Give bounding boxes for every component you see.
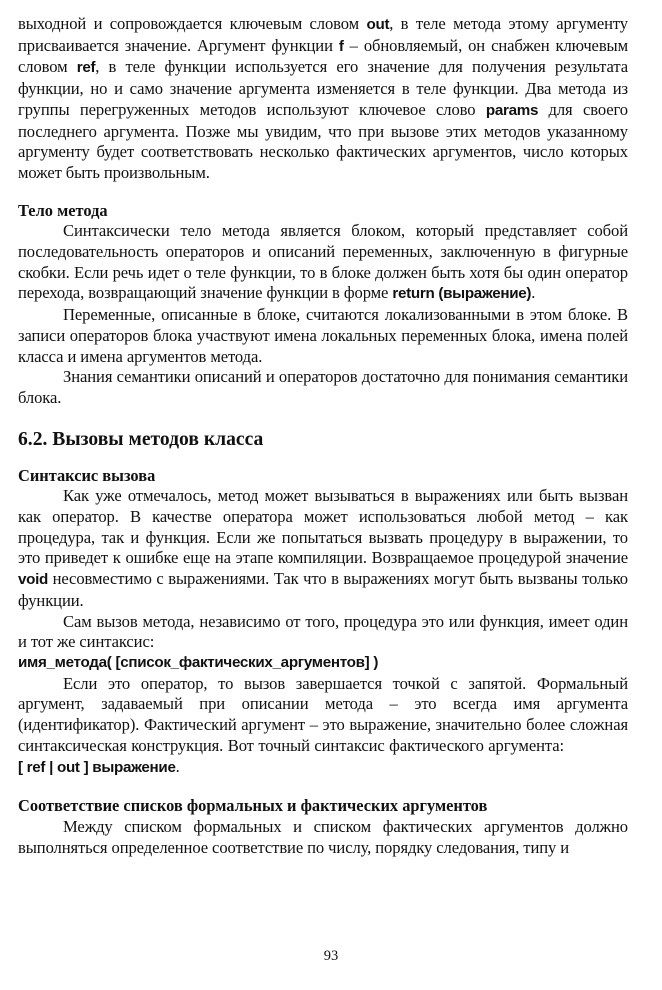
keyword-params: params [485, 101, 539, 119]
keyword-ref-out-expression: [ ref | out ] выражение [18, 758, 176, 776]
text-run: Как уже отмечалось, метод может вызываться в выражениях или быть вызван как оператор. В качестве оператора может использоваться любой метод – как процедура, так и функция. Если же попытаться вызвать процедуру в выражении, то это приведет к ошибке еще на этапе компиляции. Возвращаемое процедурой значение [18, 486, 628, 568]
syntax-line: имя_метода( [список_фактических_аргументов] ) [18, 653, 379, 671]
text-run: Синтаксически тело метода является блоком, который представляет собой последовательность операторов и описаний переменных, заключенную в фигурные скобки. Если речь идет о теле функции, то в блоке должен быть хотя бы один оператор перехода, возвращающий значение функции в форме [18, 221, 628, 303]
text-run: . [531, 283, 536, 303]
text-run: Если это оператор, то вызов завершается точкой с запятой. Формальный аргумент, задаваемый при описании метода – это всегда имя аргумента (идентификатор). Фактический аргумент – это выражение, значительно более сложная синтаксическая конструкция. Вот точный синтаксис фактического аргумента: [18, 673, 628, 755]
text-run: выходной и сопровождается ключевым словом [18, 14, 367, 33]
paragraph-call-syntax-2: Сам вызов метода, независимо от того, процедура это или функция, имеет один и тот же синтаксис: [18, 611, 628, 652]
paragraph-method-body-1 [18, 221, 628, 305]
page-number: 93 [323, 948, 339, 964]
subheading-method-body: Тело метода [18, 200, 108, 220]
keyword-void: void [18, 571, 49, 589]
keyword-out: out [366, 16, 390, 33]
paragraph-method-body-3: Знания семантики описаний и операторов достаточно для понимания семантики блока. [18, 367, 628, 407]
document-page [18, 14, 628, 858]
text-run: для своего последнего аргумента. Позже мы увидим, что при вызове этих методов указанному аргументу будет соответствовать несколько фактических аргументов, число которых может быть произвольным. [18, 99, 628, 182]
paragraph-call-syntax-3 [18, 674, 628, 779]
paragraph-method-body-2: Переменные, описанные в блоке, считаются локализованными в этом блоке. В записи операторов блока участвуют имена локальных переменных блока, имена полей класса и имена аргументов метода. [18, 305, 628, 366]
paragraph-call-syntax-1 [18, 486, 628, 611]
keyword-ref: ref [76, 59, 96, 77]
text-run: , в теле функции используется его значение для получения результата функции, но и само значение аргумента изменяется в теле функции. Два метода из группы перегруженных методов используют ключевое слово [18, 57, 628, 119]
text-run: . [175, 756, 180, 776]
keyword-return: return (выражение) [392, 285, 532, 303]
paragraph-intro [18, 14, 628, 184]
section-title: 6.2. Вызовы методов класса [18, 428, 264, 450]
keyword-f: f [338, 37, 344, 55]
subheading-call-syntax: Синтаксис вызова [18, 465, 156, 485]
subheading-arg-correspondence: Соответствие списков формальных и фактических аргументов [18, 796, 488, 816]
paragraph-arg-correspondence-1: Между списком формальных и списком фактических аргументов должно выполняться определенное соответствие по числу, порядку следования, типу и [18, 816, 628, 857]
text-run: , в теле метода этому аргументу присваивается значение. Аргумент функции [18, 14, 629, 55]
text-run: несовместимо с выражениями. Так что в выражениях могут быть вызваны только функции. [18, 569, 628, 610]
text-run: – обновляемый, он снабжен ключевым словом [18, 35, 629, 77]
